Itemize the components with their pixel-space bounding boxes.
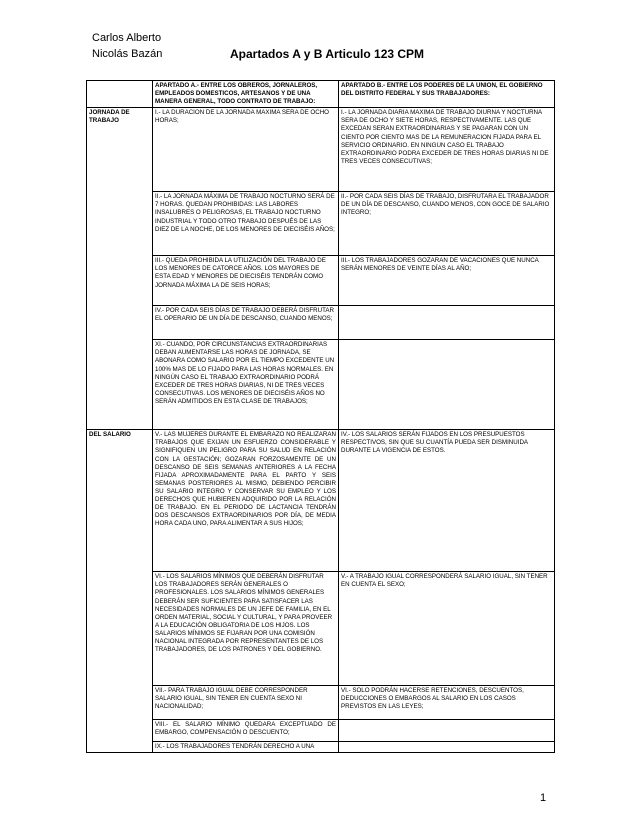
table-row <box>87 686 555 720</box>
table-row <box>87 720 555 742</box>
apartado-b-header: APARTADO B.- ENTRE LOS PODERES DE LA UNION, EL GOBIERNO DEL DISTRITO FEDERAL Y SUS TRABAJADORES: <box>339 81 555 108</box>
apartado-b-cell: III.- LOS TRABAJADORES GOZARAN DE VACACIONES QUE NUNCA SERÁN MENORES DE VEINTE DÍAS AL AÑO; <box>339 256 555 306</box>
apartado-a-cell: VI.- LOS SALARIOS MÍNIMOS QUE DEBERÁN DISFRUTAR LOS TRABAJADORES SERÁN GENERALES O PROFESIONALES. LOS SALARIOS MÍNIMOS GENERALES DEBERÁN SER SUFICIENTES PARA SATISFACER LAS NECESIDADES NORMALES DE UN JEFE DE FAMILIA, EN EL ORDEN MATERIAL, SOCIAL Y CULTURAL, Y PARA PROVEER A LA EDUCACIÓN OBLIGATORIA DE LOS HIJOS. LOS SALARIOS MÍNIMOS SE FIJARAN POR UNA COMISIÓN NACIONAL INTEGRADA POR REPRESENTANTES DE LOS TRABAJADORES, DE LOS PATRONES Y DEL GOBIERNO. <box>153 572 339 686</box>
apartado-a-cell: XI.- CUANDO, POR CIRCUNSTANCIAS EXTRAORDINARIAS DEBAN AUMENTARSE LAS HORAS DE JORNADA, SE ABONARA COMO SALARIO POR EL TIEMPO EXCEDENTE UN 100% MAS DE LO FIJADO PARA LAS HORAS NORMALES. EN NINGÚN CASO EL TRABAJO EXTRAORDINARIO PODRÁ EXCEDER DE TRES HORAS DIARIAS, NI DE TRES VECES CONSECUTIVAS. LOS MENORES DE DIECISÉIS AÑOS NO SERÁN ADMITIDOS EN ESTA CLASE DE TRABAJOS; <box>153 340 339 430</box>
apartado-a-cell: II.- LA JORNADA MÁXIMA DE TRABAJO NOCTURNO SERÁ DE 7 HORAS. QUEDAN PROHIBIDAS: LAS LABORES INSALUBRES O PELIGROSAS, EL TRABAJO NOCTURNO INDUSTRIAL Y TODO OTRO TRABAJO DESPUÉS DE LAS DIEZ DE LA NOCHE, DE LOS MENORES DE DIECISÉIS AÑOS; <box>153 192 339 256</box>
apartado-a-cell: IX.- LOS TRABAJADORES TENDRÁN DERECHO A UNA <box>153 742 339 753</box>
apartado-a-cell: VIII.- EL SALARIO MÍNIMO QUEDARA EXCEPTUADO DE EMBARGO, COMPENSACIÓN O DESCUENTO; <box>153 720 339 742</box>
section-label-jornada: JORNADA DE TRABAJO <box>87 108 153 430</box>
author-block <box>92 30 162 62</box>
apartado-b-cell <box>339 742 555 753</box>
section-label-salario: DEL SALARIO <box>87 430 153 753</box>
apartado-a-cell: I.- LA DURACION DE LA JORNADA MAXIMA SERA DE OCHO HORAS; <box>153 108 339 192</box>
apartado-b-cell <box>339 306 555 340</box>
table-row <box>87 256 555 306</box>
table-row <box>87 742 555 753</box>
apartado-a-cell: IV.- POR CADA SEIS DÍAS DE TRABAJO DEBERÁ DISFRUTAR EL OPERARIO DE UN DÍA DE DESCANSO, CUANDO MENOS; <box>153 306 339 340</box>
table-row <box>87 192 555 256</box>
apartado-a-cell: V.- LAS MUJERES DURANTE EL EMBARAZO NO REALIZARAN TRABAJOS QUE EXIJAN UN ESFUERZO CONSIDERABLE Y SIGNIFIQUEN UN PELIGRO PARA SU SALUD EN RELACIÓN CON LA GESTACIÓN; GOZARAN FORZOSAMENTE DE UN DESCANSO DE SEIS SEMANAS ANTERIORES A LA FECHA FIJADA APROXIMADAMENTE PARA EL PARTO Y SEIS SEMANAS POSTERIORES AL MISMO, DEBIENDO PERCIBIR SU SALARIO INTEGRO Y CONSERVAR SU EMPLEO Y LOS DERECHOS QUE HUBIEREN ADQUIRIDO POR LA RELACIÓN DE TRABAJO. EN EL PERIODO DE LACTANCIA TENDRÁN DOS DESCANSOS EXTRAORDINARIOS POR DÍA, DE MEDIA HORA CADA UNO, PARA ALIMENTAR A SUS HIJOS; <box>153 430 339 572</box>
table-row <box>87 572 555 686</box>
apartado-b-cell: V.- A TRABAJO IGUAL CORRESPONDERÁ SALARIO IGUAL, SIN TENER EN CUENTA EL SEXO; <box>339 572 555 686</box>
apartado-b-cell <box>339 340 555 430</box>
table-header-row <box>87 81 555 108</box>
author-last-name: Nicolás Bazán <box>92 48 163 60</box>
page-number: 1 <box>540 792 547 804</box>
apartado-b-cell: I.- LA JORNADA DIARIA MAXIMA DE TRABAJO DIURNA Y NOCTURNA SERA DE OCHO Y SIETE HORAS, RESPECTIVAMENTE. LAS QUE EXCEDAN SERAN EXTRAORDINARIAS Y SE PAGARAN CON UN CIENTO POR CIENTO MAS DE LA REMUNERACION FIJADA PARA EL SERVICIO ORDINARIO. EN NINGUN CASO EL TRABAJO EXTRAORDINARIO PODRA EXCEDER DE TRES HORAS DIARIAS NI DE TRES VECES CONSECUTIVAS; <box>339 108 555 192</box>
apartado-b-cell: II.- POR CADA SEIS DÍAS DE TRABAJO, DISFRUTARA EL TRABAJADOR DE UN DÍA DE DESCANSO, CUANDO MENOS, CON GOCE DE SALARIO INTEGRO; <box>339 192 555 256</box>
apartado-b-cell: IV.- LOS SALARIOS SERÁN FIJADOS EN LOS PRESUPUESTOS RESPECTIVOS, SIN QUE SU CUANTÍA PUEDA SER DISMINUIDA DURANTE LA VIGENCIA DE ESTOS. <box>339 430 555 572</box>
table-row <box>87 108 555 192</box>
table-row <box>87 306 555 340</box>
document-title: Apartados A y B Articulo 123 CPM <box>230 47 425 61</box>
apartado-a-cell: VII.- PARA TRABAJO IGUAL DEBE CORRESPONDER SALARIO IGUAL, SIN TENER EN CUENTA SEXO NI NACIONALIDAD; <box>153 686 339 720</box>
apartado-b-cell: VI.- SOLO PODRÁN HACERSE RETENCIONES, DESCUENTOS, DEDUCCIONES O EMBARGOS AL SALARIO EN LOS CASOS PREVISTOS EN LAS LEYES; <box>339 686 555 720</box>
comparison-table <box>86 80 555 753</box>
table-row <box>87 430 555 572</box>
apartado-a-header: APARTADO A.- ENTRE LOS OBREROS, JORNALEROS, EMPLEADOS DOMESTICOS, ARTESANOS Y DE UNA MANERA GENERAL, TODO CONTRATO DE TRABAJO: <box>153 81 339 108</box>
table-row <box>87 340 555 430</box>
empty-header-cell <box>87 81 153 108</box>
apartado-b-cell <box>339 720 555 742</box>
author-first-name: Carlos Alberto <box>92 32 162 44</box>
apartado-a-cell: III.- QUEDA PROHIBIDA LA UTILIZACIÓN DEL TRABAJO DE LOS MENORES DE CATORCE AÑOS. LOS MAYORES DE ESTA EDAD Y MENORES DE DIECISÉIS TENDRÁN COMO JORNADA MÁXIMA LA DE SEIS HORAS; <box>153 256 339 306</box>
